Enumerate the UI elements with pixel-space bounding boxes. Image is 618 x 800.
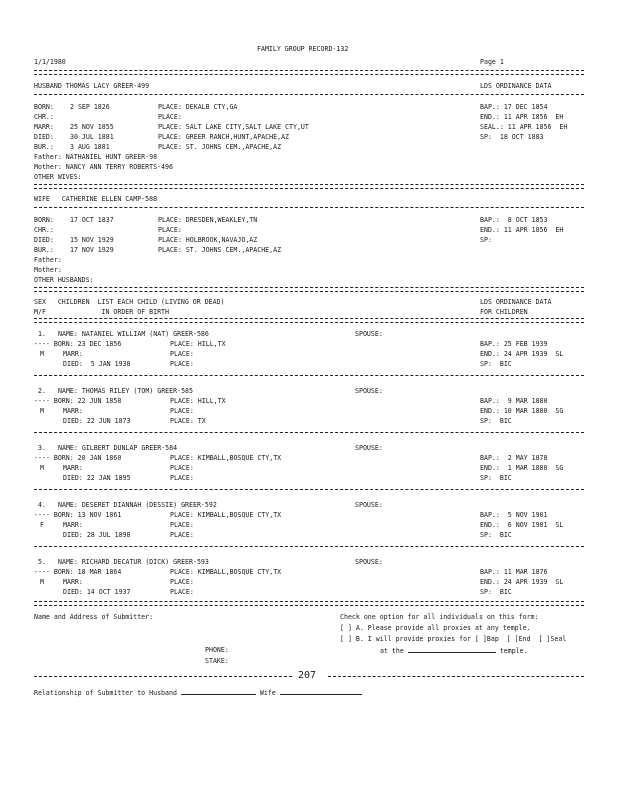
child-name: NAME: GILBERT DUNLAP GREER-584 <box>58 444 178 452</box>
child-born-place: PLACE: KIMBALL,BOSQUE CTY,TX <box>170 454 282 462</box>
husband-chr-label: CHR.: <box>34 113 54 121</box>
child-end: END.: 24 APR 1939 SL <box>480 350 564 358</box>
child-sex: M <box>40 350 44 358</box>
child-died-place: PLACE: <box>170 474 194 482</box>
child-name: NAME: RICHARD DECATUR (DICK) GREER-593 <box>58 558 209 566</box>
wife-bur-place: PLACE: ST. JOHNS CEM.,APACHE,AZ <box>158 246 282 254</box>
child-bap: BAP.: 5 NOV 1901 <box>480 511 548 519</box>
relationship-wife-input[interactable] <box>280 688 362 695</box>
child-marr: MARR: <box>63 350 83 358</box>
option-b[interactable]: [ ] B. I will provide proxies for [ ]Bap [ ]End [ ]Seal <box>340 635 567 643</box>
child-end: END.: 6 NOV 1901 SL <box>480 521 564 529</box>
child-born-place: PLACE: HILL,TX <box>170 397 226 405</box>
husband-seal: SEAL.: 11 APR 1856 EH <box>480 123 568 131</box>
divider <box>34 375 584 376</box>
page-number: 207 <box>298 670 317 681</box>
wife-chr-place: PLACE: <box>158 226 182 234</box>
child-sp: SP: BIC <box>480 531 512 539</box>
child-bap: BAP.: 25 FEB 1939 <box>480 340 548 348</box>
child-sex: M <box>40 464 44 472</box>
wife-bur-label: BUR.: <box>34 246 54 254</box>
child-bap: BAP.: 2 MAY 1878 <box>480 454 548 462</box>
child-spouse: SPOUSE: <box>355 444 383 452</box>
child-spouse: SPOUSE: <box>355 558 383 566</box>
child-number: 2. <box>38 387 46 395</box>
child-born: ---- BORN: 22 JUN 1858 <box>34 397 122 405</box>
child-marr-place: PLACE: <box>170 350 194 358</box>
page-label: Page 1 <box>480 58 504 66</box>
option-b-prefix: at the <box>380 647 404 655</box>
phone-label: PHONE: <box>205 646 229 654</box>
wife-end: END.: 11 APR 1856 EH <box>480 226 564 234</box>
child-sex: F <box>40 521 44 529</box>
child-sp: SP: BIC <box>480 360 512 368</box>
husband-mother: Mother: NANCY ANN TERRY ROBERTS-496 <box>34 163 173 171</box>
wife-died-date: 15 NOV 1929 <box>70 236 114 244</box>
wife-born-date: 17 OCT 1837 <box>70 216 114 224</box>
husband-died-label: DIED: <box>34 133 54 141</box>
child-end: END.: 10 MAR 1880 SG <box>480 407 564 415</box>
divider <box>328 676 584 677</box>
husband-born-date: 2 SEP 1826 <box>70 103 110 111</box>
child-spouse: SPOUSE: <box>355 330 383 338</box>
child-died: DIED: 28 JUL 1898 <box>63 531 131 539</box>
husband-heading: HUSBAND THOMAS LACY GREER-499 <box>34 82 150 90</box>
wife-died-label: DIED: <box>34 236 54 244</box>
husband-bap: BAP.: 17 DEC 1854 <box>480 103 548 111</box>
wife-bur-date: 17 NOV 1929 <box>70 246 114 254</box>
print-date: 1/1/1980 <box>34 58 66 66</box>
child-born: ---- BORN: 13 NOV 1861 <box>34 511 122 519</box>
child-spouse: SPOUSE: <box>355 387 383 395</box>
husband-marr-place: PLACE: SALT LAKE CITY,SALT LAKE CTY,UT <box>158 123 309 131</box>
child-died: DIED: 22 JUN 1873 <box>63 417 131 425</box>
ordinance-heading: LDS ORDINANCE DATA <box>480 82 552 90</box>
wife-sp: SP: <box>480 236 492 244</box>
child-marr-place: PLACE: <box>170 464 194 472</box>
wife-other-husbands: OTHER HUSBANDS: <box>34 276 94 284</box>
child-sex: M <box>40 578 44 586</box>
child-end: END.: 24 APR 1939 SL <box>480 578 564 586</box>
divider <box>34 70 584 75</box>
relationship-husband-input[interactable] <box>181 688 256 695</box>
child-born: ---- BORN: 23 DEC 1856 <box>34 340 122 348</box>
husband-born-label: BORN: <box>34 103 54 111</box>
child-marr: MARR: <box>63 578 83 586</box>
form-title: FAMILY GROUP RECORD-132 <box>257 45 349 53</box>
wife-mother: Mother: <box>34 266 62 274</box>
child-marr: MARR: <box>63 464 83 472</box>
child-number: 1. <box>38 330 46 338</box>
divider <box>34 318 584 323</box>
child-number: 3. <box>38 444 46 452</box>
child-born-place: PLACE: HILL,TX <box>170 340 226 348</box>
child-number: 5. <box>38 558 46 566</box>
child-died-place: PLACE: TX <box>170 417 206 425</box>
child-died: DIED: 14 OCT 1937 <box>63 588 131 596</box>
child-died: DIED: 5 JAN 1938 <box>63 360 131 368</box>
child-number: 4. <box>38 501 46 509</box>
option-a[interactable]: [ ] A. Please provide all proxies at any temple. <box>340 624 531 632</box>
child-born-place: PLACE: KIMBALL,BOSQUE CTY,TX <box>170 511 282 519</box>
wife-born-place: PLACE: DRESDEN,WEAKLEY,TN <box>158 216 258 224</box>
child-name: NAME: THOMAS RILEY (TOM) GREER-585 <box>58 387 193 395</box>
child-born: ---- BORN: 18 MAR 1864 <box>34 568 122 576</box>
husband-died-date: 30 JUL 1881 <box>70 133 114 141</box>
child-born-place: PLACE: KIMBALL,BOSQUE CTY,TX <box>170 568 282 576</box>
stake-label: STAKE: <box>205 657 229 665</box>
option-title: Check one option for all individuals on this form: <box>340 613 539 621</box>
wife-label: Wife <box>259 689 276 697</box>
husband-sp: SP: 18 OCT 1883 <box>480 133 544 141</box>
husband-born-place: PLACE: DEKALB CTY,GA <box>158 103 238 111</box>
child-marr: MARR: <box>63 407 83 415</box>
child-marr-place: PLACE: <box>170 407 194 415</box>
husband-other-wives: OTHER WIVES: <box>34 173 82 181</box>
child-died-place: PLACE: <box>170 531 194 539</box>
children-subheading: M/F IN ORDER OF BIRTH <box>34 308 169 316</box>
husband-died-place: PLACE: GREER RANCH,HUNT,APACHE,AZ <box>158 133 290 141</box>
divider <box>34 94 584 95</box>
child-died-place: PLACE: <box>170 360 194 368</box>
children-ord-heading: LDS ORDINANCE DATA <box>480 298 552 306</box>
option-b-suffix: temple. <box>499 647 528 655</box>
wife-father: Father: <box>34 256 62 264</box>
child-marr-place: PLACE: <box>170 521 194 529</box>
submitter-label: Name and Address of Submitter: <box>34 613 154 621</box>
child-died: DIED: 22 JAN 1895 <box>63 474 131 482</box>
relationship-label: Relationship of Submitter to Husband <box>34 689 177 697</box>
child-sex: M <box>40 407 44 415</box>
divider <box>34 601 584 606</box>
husband-chr-place: PLACE: <box>158 113 182 121</box>
relationship-line <box>34 688 362 697</box>
wife-died-place: PLACE: HOLBROOK,NAVAJO,AZ <box>158 236 258 244</box>
wife-heading: WIFE CATHERINE ELLEN CAMP-588 <box>34 195 158 203</box>
husband-bur-label: BUR.: <box>34 143 54 151</box>
child-name: NAME: DESERET DIANNAH (DESSIE) GREER-592 <box>58 501 217 509</box>
children-heading: SEX CHILDREN LIST EACH CHILD (LIVING OR DEAD) <box>34 298 225 306</box>
child-bap: BAP.: 11 MAR 1876 <box>480 568 548 576</box>
child-marr: MARR: <box>63 521 83 529</box>
husband-father: Father: NATHANIEL HUNT GREER-98 <box>34 153 158 161</box>
wife-chr-label: CHR.: <box>34 226 54 234</box>
child-end: END.: 1 MAR 1880 SG <box>480 464 564 472</box>
child-name: NAME: NATANIEL WILLIAM (NAT) GREER-586 <box>58 330 209 338</box>
divider <box>34 184 584 189</box>
divider <box>34 207 584 208</box>
child-sp: SP: BIC <box>480 474 512 482</box>
husband-end: END.: 11 APR 1856 EH <box>480 113 564 121</box>
child-marr-place: PLACE: <box>170 578 194 586</box>
temple-input[interactable] <box>408 646 496 653</box>
child-died-place: PLACE: <box>170 588 194 596</box>
divider <box>34 676 292 677</box>
husband-bur-date: 3 AUG 1881 <box>70 143 110 151</box>
children-ord-subheading: FOR CHILDREN <box>480 308 528 316</box>
child-bap: BAP.: 9 MAR 1880 <box>480 397 548 405</box>
wife-born-label: BORN: <box>34 216 54 224</box>
divider <box>34 489 584 490</box>
child-spouse: SPOUSE: <box>355 501 383 509</box>
wife-bap: BAP.: 8 OCT 1853 <box>480 216 548 224</box>
option-b-temple-line <box>380 646 528 655</box>
child-sp: SP: BIC <box>480 417 512 425</box>
divider <box>34 287 584 292</box>
husband-marr-label: MARR: <box>34 123 54 131</box>
husband-bur-place: PLACE: ST. JOHNS CEM.,APACHE,AZ <box>158 143 282 151</box>
husband-marr-date: 25 NOV 1855 <box>70 123 114 131</box>
child-sp: SP: BIC <box>480 588 512 596</box>
divider <box>34 546 584 547</box>
child-born: ---- BORN: 20 JAN 1860 <box>34 454 122 462</box>
divider <box>34 432 584 433</box>
